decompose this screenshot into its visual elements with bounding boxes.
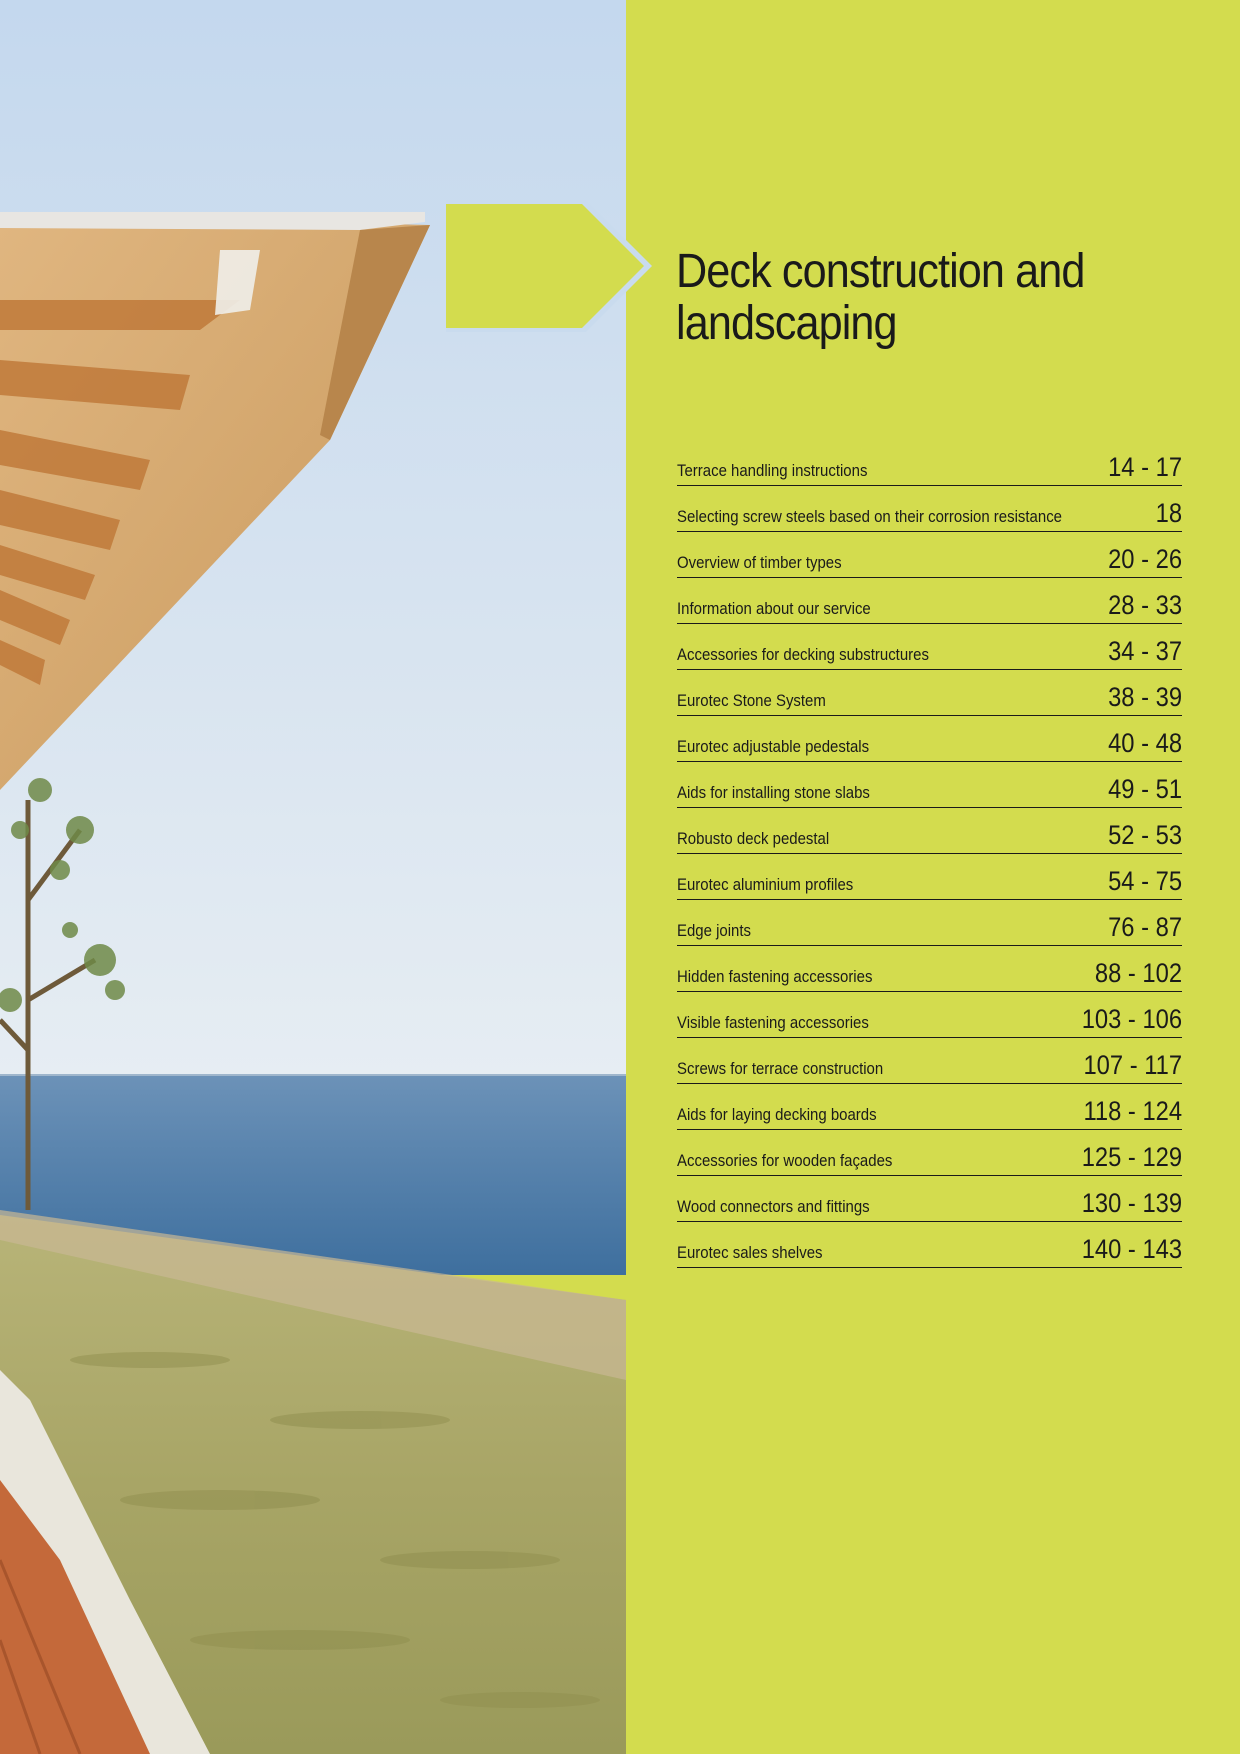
- toc-label: Eurotec sales shelves: [677, 1243, 823, 1262]
- page-title-line-2: landscaping: [676, 297, 897, 350]
- toc-label: Terrace handling instructions: [677, 461, 868, 480]
- toc-label: Eurotec Stone System: [677, 691, 826, 710]
- toc-pages: 40 - 48: [1108, 728, 1182, 758]
- toc-row[interactable]: [677, 948, 1182, 992]
- toc-label: Overview of timber types: [677, 553, 842, 572]
- toc-pages: 49 - 51: [1108, 774, 1182, 804]
- toc-label: Aids for laying decking boards: [677, 1105, 877, 1124]
- toc-pages: 28 - 33: [1108, 590, 1182, 620]
- section-tab-arrow-icon: [446, 200, 656, 332]
- toc-pages: 14 - 17: [1108, 452, 1182, 482]
- toc-label: Eurotec adjustable pedestals: [677, 737, 870, 756]
- toc-label: Information about our service: [677, 599, 871, 618]
- toc-label: Visible fastening accessories: [677, 1013, 869, 1032]
- toc-row[interactable]: [677, 1178, 1182, 1222]
- page-title: [676, 246, 1144, 350]
- toc-row[interactable]: [677, 764, 1182, 808]
- toc-row[interactable]: [677, 810, 1182, 854]
- toc-pages: 18: [1155, 498, 1182, 528]
- toc-row[interactable]: [677, 626, 1182, 670]
- toc-label: Accessories for wooden façades: [677, 1151, 893, 1170]
- toc-row[interactable]: [677, 1132, 1182, 1176]
- toc-pages: 107 - 117: [1083, 1050, 1182, 1080]
- toc-row[interactable]: [677, 718, 1182, 762]
- toc-row[interactable]: [677, 580, 1182, 624]
- toc-row[interactable]: [677, 856, 1182, 900]
- table-of-contents: [677, 442, 1182, 1270]
- toc-label: Accessories for decking substructures: [677, 645, 929, 664]
- toc-row[interactable]: [677, 1224, 1182, 1268]
- toc-pages: 88 - 102: [1094, 958, 1182, 988]
- toc-pages: 20 - 26: [1108, 544, 1182, 574]
- toc-pages: 103 - 106: [1081, 1004, 1182, 1034]
- toc-pages: 118 - 124: [1083, 1096, 1182, 1126]
- page-title-line-1: Deck construction and: [676, 245, 1085, 298]
- toc-pages: 125 - 129: [1081, 1142, 1182, 1172]
- toc-row[interactable]: [677, 442, 1182, 486]
- toc-label: Wood connectors and fittings: [677, 1197, 870, 1216]
- toc-pages: 38 - 39: [1108, 682, 1182, 712]
- toc-row[interactable]: [677, 534, 1182, 578]
- toc-pages: 54 - 75: [1108, 866, 1182, 896]
- toc-label: Aids for installing stone slabs: [677, 783, 870, 802]
- toc-label: Selecting screw steels based on their corrosion resistance: [677, 507, 1062, 526]
- toc-row[interactable]: [677, 672, 1182, 716]
- toc-row[interactable]: [677, 994, 1182, 1038]
- toc-row[interactable]: [677, 488, 1182, 532]
- toc-pages: 130 - 139: [1081, 1188, 1182, 1218]
- toc-label: Hidden fastening accessories: [677, 967, 873, 986]
- toc-pages: 140 - 143: [1081, 1234, 1182, 1264]
- toc-label: Edge joints: [677, 921, 752, 940]
- toc-pages: 76 - 87: [1108, 912, 1182, 942]
- toc-row[interactable]: [677, 1040, 1182, 1084]
- toc-row[interactable]: [677, 902, 1182, 946]
- toc-label: Eurotec aluminium profiles: [677, 875, 854, 894]
- toc-label: Robusto deck pedestal: [677, 829, 830, 848]
- toc-pages: 34 - 37: [1108, 636, 1182, 666]
- roof-edge: [0, 212, 425, 230]
- toc-label: Screws for terrace construction: [677, 1059, 884, 1078]
- toc-row[interactable]: [677, 1086, 1182, 1130]
- toc-pages: 52 - 53: [1108, 820, 1182, 850]
